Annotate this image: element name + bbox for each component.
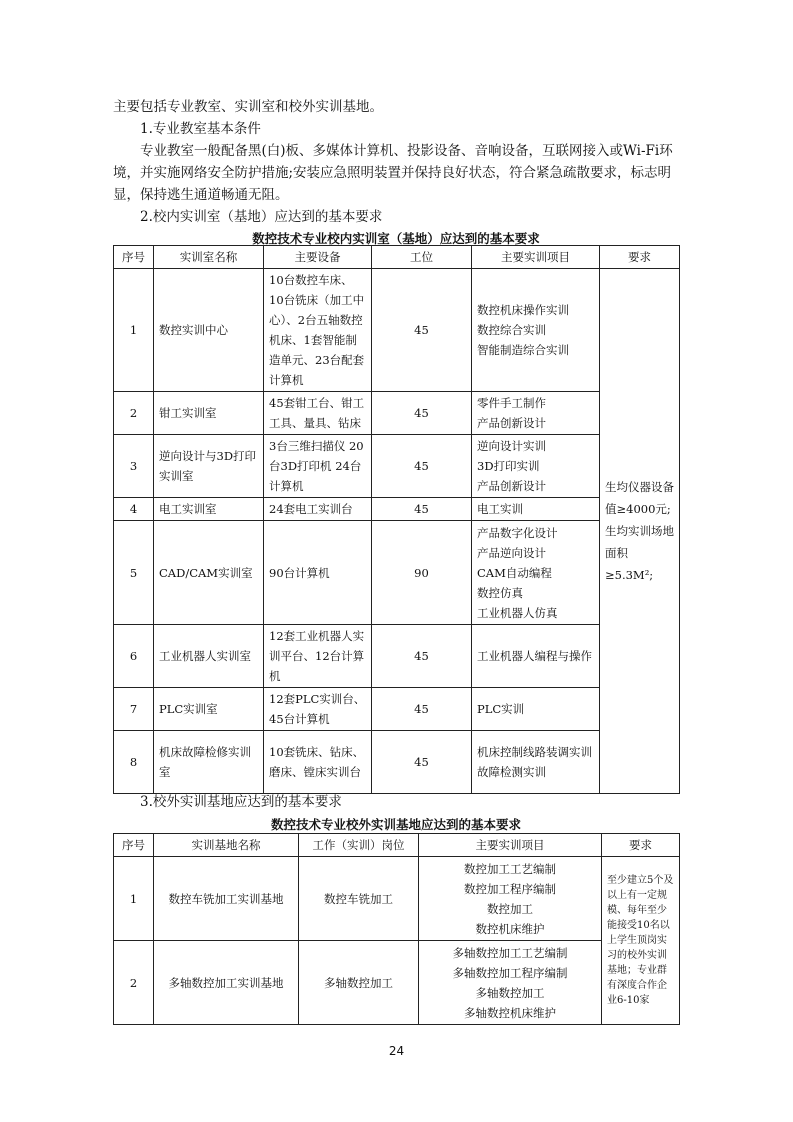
projects [419,941,602,1025]
equipment: 24套电工实训台 [264,498,372,521]
project-item: 产品逆向设计 [477,545,546,560]
base-name: 多轴数控加工实训基地 [154,941,299,1025]
project-item: 工业机器人编程与操作 [477,649,592,663]
requirement-equipment-value: 生均仪器设备值≥4000元; [605,480,674,516]
project-item: 多轴数控加工程序编制 [452,965,568,980]
table2-header: 主要实训项目 [419,834,602,857]
projects [472,435,600,498]
room-name: 机床故障检修实训室 [154,731,264,794]
stations: 45 [372,688,472,731]
room-name: CAD/CAM实训室 [154,521,264,625]
stations: 45 [372,392,472,435]
project-item: 3D打印实训 [477,459,540,473]
project-item: 逆向设计实训 [477,439,546,453]
table1 [113,245,680,794]
project-item: 数控加工工艺编制 [464,861,556,876]
table-row [114,521,680,625]
stations: 45 [372,625,472,688]
stations: 90 [372,521,472,625]
stations: 45 [372,435,472,498]
post: 数控车铣加工 [299,857,419,941]
project-item: 智能制造综合实训 [477,343,569,357]
row-number: 6 [114,625,154,688]
table1-header: 主要设备 [264,246,372,269]
room-name: 工业机器人实训室 [154,625,264,688]
room-name: 数控实训中心 [154,269,264,392]
base-name: 数控车铣加工实训基地 [154,857,299,941]
row-number: 3 [114,435,154,498]
project-item: 机床控制线路装调实训 [477,745,592,759]
projects [472,625,600,688]
project-item: 数控综合实训 [477,323,546,337]
projects [472,688,600,731]
row-number: 1 [114,269,154,392]
row-number: 1 [114,857,154,941]
row-number: 2 [114,392,154,435]
projects [419,857,602,941]
projects [472,498,600,521]
equipment: 45套钳工台、钳工工具、量具、钻床 [264,392,372,435]
table1-header-row [114,246,680,269]
section1-body: 专业教室一般配备黑(白)板、多媒体计算机、投影设备、音响设备，互联网接入或Wi-Fi环境，并实施网络安全防护措施;安装应急照明装置并保持良好状态，符合紧急疏散要求，标志明显，保持逃生通道畅通无阻。 [113,143,673,203]
project-item: 多轴数控加工工艺编制 [452,945,568,960]
table-row [114,625,680,688]
projects [472,269,600,392]
project-item: 产品创新设计 [477,416,546,430]
project-item: 零件手工制作 [477,396,546,410]
project-item: 电工实训 [477,502,523,516]
row-number: 5 [114,521,154,625]
table-row [114,269,680,392]
project-item: 多轴数控加工 [475,985,545,1000]
post: 多轴数控加工 [299,941,419,1025]
requirement-floor-area: 生均实训场地面积≥5.3M²; [605,524,674,582]
project-item: 工业机器人仿真 [477,605,558,620]
table2-header: 工作（实训）岗位 [299,834,419,857]
table-row [114,498,680,521]
table-row [114,392,680,435]
room-name: PLC实训室 [154,688,264,731]
table1-header: 主要实训项目 [472,246,600,269]
project-item: 数控机床操作实训 [477,303,569,317]
project-item: 产品数字化设计 [477,525,558,540]
project-item: 数控加工 [487,901,533,916]
room-name: 逆向设计与3D打印实训室 [154,435,264,498]
section2-heading: 2.校内实训室（基地）应达到的基本要求 [140,209,383,225]
equipment: 3台三维扫描仪 20台3D打印机 24台计算机 [264,435,372,498]
table1-header: 工位 [372,246,472,269]
section3-heading: 3.校外实训基地应达到的基本要求 [140,794,342,810]
table2-header: 要求 [602,834,680,857]
project-item: CAM自动编程 [477,565,552,580]
table1-header: 要求 [600,246,680,269]
table-row [114,857,680,941]
equipment: 90台计算机 [264,521,372,625]
intro-line: 主要包括专业教室、实训室和校外实训基地。 [113,99,383,115]
equipment: 10套铣床、钻床、磨床、镗床实训台 [264,731,372,794]
equipment: 12套PLC实训台、45台计算机 [264,688,372,731]
table2-caption: 数控技术专业校外实训基地应达到的基本要求 [270,817,521,832]
room-name: 电工实训室 [154,498,264,521]
project-item: 多轴数控机床维护 [464,1005,556,1020]
table1-header: 序号 [114,246,154,269]
row-number: 2 [114,941,154,1025]
row-number: 7 [114,688,154,731]
table1-caption: 数控技术专业校内实训室（基地）应达到的基本要求 [252,231,540,246]
table-row [114,731,680,794]
table2-header: 序号 [114,834,154,857]
stations: 45 [372,731,472,794]
table-row [114,941,680,1025]
requirement-cell: 至少建立5个及以上有一定规模、每年至少能接受10名以上学生顶岗实习的校外实训基地；专业群有深度合作企业6-10家 [602,857,680,1025]
project-item: 产品创新设计 [477,479,546,493]
project-item: 故障检测实训 [477,765,546,779]
projects [472,521,600,625]
table2-header: 实训基地名称 [154,834,299,857]
project-item: 数控加工程序编制 [464,881,556,896]
table1-header: 实训室名称 [154,246,264,269]
page-number: 24 [388,1044,405,1058]
stations: 45 [372,269,472,392]
equipment: 10台数控车床、10台铣床（加工中心）、2台五轴数控机床、1套智能制造单元、23台配套计算机 [264,269,372,392]
project-item: 数控仿真 [477,585,523,600]
table2 [113,833,680,1025]
section1-heading: 1.专业教室基本条件 [140,121,261,137]
project-item: 数控机床维护 [475,921,545,936]
room-name: 钳工实训室 [154,392,264,435]
table2-header-row [114,834,680,857]
projects [472,392,600,435]
projects [472,731,600,794]
equipment: 12套工业机器人实训平台、12台计算机 [264,625,372,688]
row-number: 4 [114,498,154,521]
table-row [114,435,680,498]
requirement-cell [600,269,680,794]
row-number: 8 [114,731,154,794]
table-row [114,688,680,731]
project-item: PLC实训 [477,702,525,716]
stations: 45 [372,498,472,521]
